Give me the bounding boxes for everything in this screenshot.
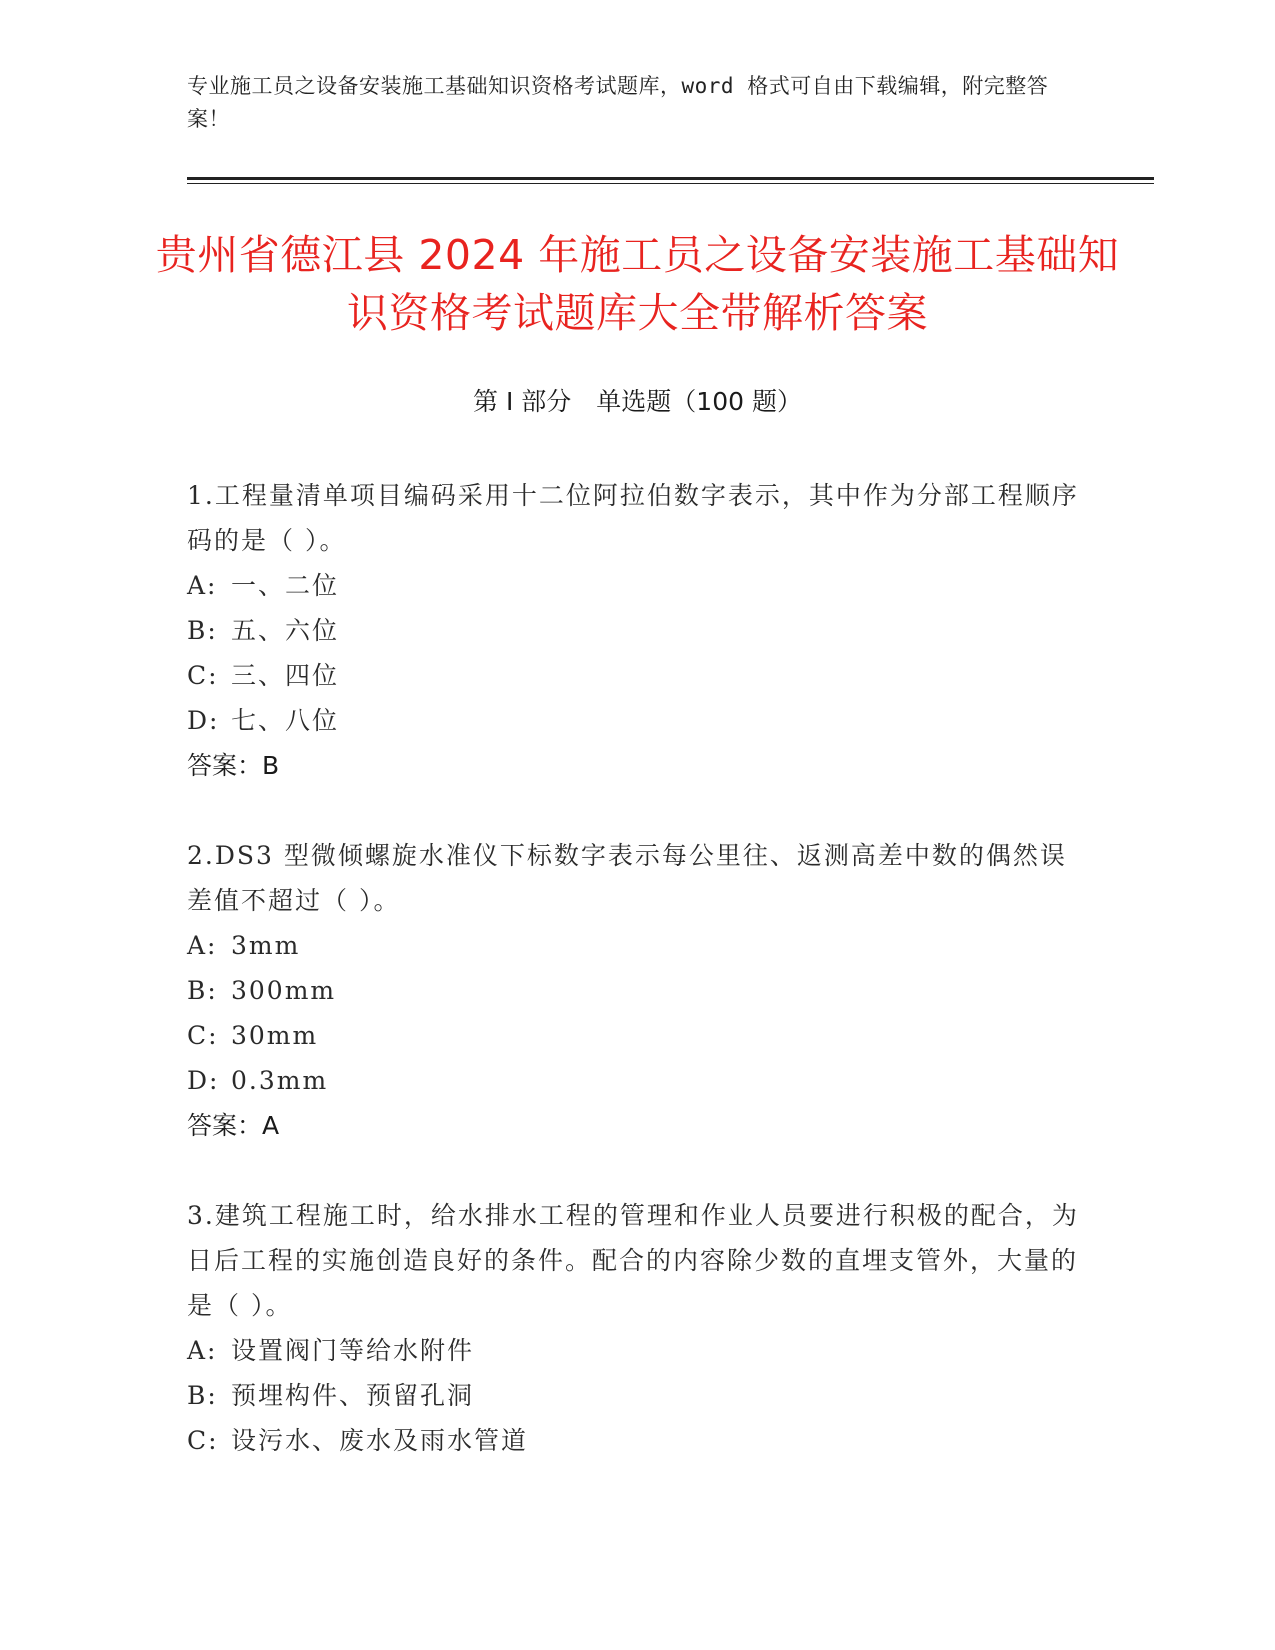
option-d — [187, 698, 1087, 743]
option-c — [187, 1013, 1087, 1058]
option-b — [187, 608, 1087, 653]
document-title: 贵州省德江县 2024 年施工员之设备安装施工基础知识资格考试题库大全带解析答案 — [155, 231, 1120, 337]
option-text: 300mm — [231, 976, 337, 1005]
option-key: B: — [187, 616, 218, 645]
header-note: 专业施工员之设备安装施工基础知识资格考试题库，word 格式可自由下载编辑，附完整答案！ — [187, 74, 1049, 131]
option-a — [187, 923, 1087, 968]
question-stem: 3.建筑工程施工时，给水排水工程的管理和作业人员要进行积极的配合，为日后工程的实施创造良好的条件。配合的内容除少数的直埋支管外，大量的是（ ）。 — [187, 1201, 1079, 1320]
question-3 — [187, 1193, 1087, 1463]
option-a — [187, 563, 1087, 608]
answer-value: B — [262, 751, 280, 780]
option-text: 3mm — [231, 931, 301, 960]
header-rule-thin — [187, 183, 1154, 184]
option-c — [187, 653, 1087, 698]
option-key: A: — [187, 1336, 218, 1365]
section-title: 第 I 部分 单选题（100 题） — [473, 387, 802, 416]
option-b — [187, 968, 1087, 1013]
question-stem: 2.DS3 型微倾螺旋水准仪下标数字表示每公里往、返测高差中数的偶然误差值不超过（ ）。 — [187, 841, 1067, 915]
option-text: 预埋构件、预留孔洞 — [231, 1381, 475, 1410]
option-key: D: — [187, 1066, 220, 1095]
question-stem: 1.工程量清单项目编码采用十二位阿拉伯数字表示，其中作为分部工程顺序码的是（ ）。 — [187, 481, 1079, 555]
option-key: C: — [187, 1426, 219, 1455]
answer-value: A — [262, 1111, 280, 1140]
option-text: 设污水、废水及雨水管道 — [231, 1426, 529, 1455]
option-text: 七、八位 — [231, 706, 340, 735]
answer-line — [187, 743, 1087, 788]
option-key: A: — [187, 571, 218, 600]
option-text: 五、六位 — [231, 616, 340, 645]
header-rule-thick — [187, 177, 1154, 180]
option-key: C: — [187, 1021, 219, 1050]
option-text: 0.3mm — [231, 1066, 329, 1095]
question-1 — [187, 473, 1087, 788]
option-text: 三、四位 — [231, 661, 340, 690]
option-key: A: — [187, 931, 218, 960]
option-a — [187, 1328, 1087, 1373]
answer-label: 答案： — [187, 751, 263, 780]
option-c — [187, 1418, 1087, 1463]
option-text: 一、二位 — [231, 571, 340, 600]
option-b — [187, 1373, 1087, 1418]
option-d — [187, 1058, 1087, 1103]
option-key: B: — [187, 976, 218, 1005]
option-text: 设置阀门等给水附件 — [231, 1336, 475, 1365]
answer-label: 答案： — [187, 1111, 263, 1140]
option-text: 30mm — [231, 1021, 319, 1050]
option-key: C: — [187, 661, 219, 690]
question-list — [187, 473, 1087, 1508]
question-2 — [187, 833, 1087, 1148]
option-key: B: — [187, 1381, 218, 1410]
option-key: D: — [187, 706, 220, 735]
answer-line — [187, 1103, 1087, 1148]
